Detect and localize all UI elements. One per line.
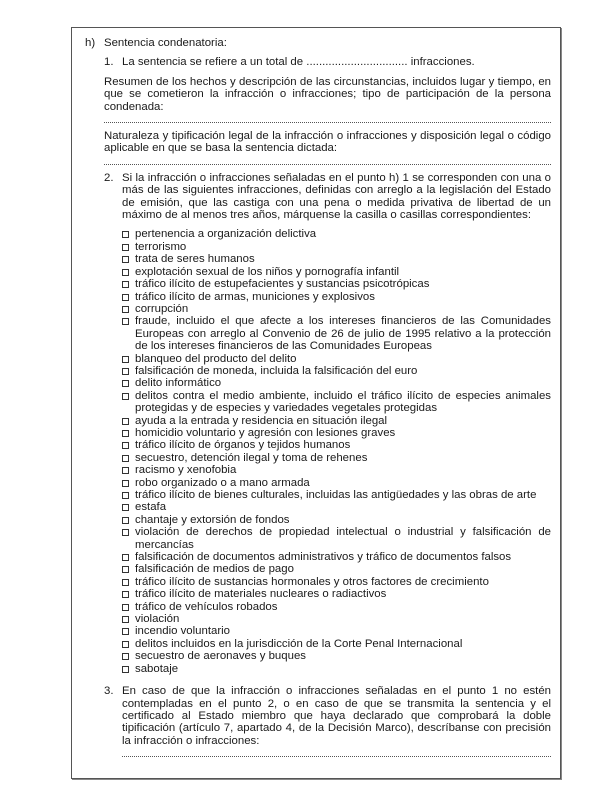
offense-label: racismo y xenofobia xyxy=(135,464,237,477)
offense-label: tráfico ilícito de estupefacientes y sustancias psicotrópicas xyxy=(135,278,430,291)
section-header xyxy=(85,37,551,49)
offense-list-item xyxy=(122,427,551,439)
offense-label: blanqueo del producto del delito xyxy=(135,352,297,365)
offense-checkbox[interactable] xyxy=(122,504,129,511)
offense-checkbox[interactable] xyxy=(122,380,129,387)
offense-list-item xyxy=(122,241,551,253)
offense-checkbox[interactable] xyxy=(122,442,129,449)
point3-number: 3. xyxy=(104,685,114,698)
offense-checkbox[interactable] xyxy=(122,579,129,586)
offense-list-item xyxy=(122,452,551,464)
offense-checkbox[interactable] xyxy=(122,566,129,573)
offense-checkbox[interactable] xyxy=(122,393,129,400)
offense-label: falsificación de documentos administrativos y tráfico de documentos falsos xyxy=(135,551,512,564)
offense-label: ayuda a la entrada y residencia en situación ilegal xyxy=(135,414,388,427)
offense-checkbox[interactable] xyxy=(122,653,129,660)
offense-label: secuestro, detención ilegal y toma de rehenes xyxy=(135,451,368,464)
nature-field[interactable] xyxy=(104,164,551,165)
offense-checkbox[interactable] xyxy=(122,244,129,251)
offense-checkbox[interactable] xyxy=(122,517,129,524)
offense-checklist xyxy=(122,228,551,675)
offense-checkbox[interactable] xyxy=(122,467,129,474)
offense-list-item xyxy=(122,588,551,600)
point1-text-after: infracciones. xyxy=(410,56,475,69)
offense-checkbox[interactable] xyxy=(122,281,129,288)
point2-body xyxy=(122,172,551,675)
offense-list-item xyxy=(122,439,551,451)
offense-checkbox[interactable] xyxy=(122,554,129,561)
offense-checkbox[interactable] xyxy=(122,604,129,611)
section-title: Sentencia condenatoria: xyxy=(104,37,227,49)
offense-list-item xyxy=(122,415,551,427)
offense-label: falsificación de medios de pago xyxy=(135,563,294,576)
point2-text: Si la infracción o infracciones señaladas en el punto h) 1 se corresponden con una o más de las siguientes infracciones, definidas con arreglo a la legislación del Estado de emisión, que las castiga con una pena o medida privativa de libertad de un máximo de al menos tres años, márquense la casilla o casillas correspondientes: xyxy=(122,171,551,222)
offense-list-item xyxy=(122,464,551,476)
offense-list-item xyxy=(122,303,551,315)
offense-list-item xyxy=(122,291,551,303)
offense-checkbox[interactable] xyxy=(122,666,129,673)
offense-list-item xyxy=(122,489,551,501)
offense-checkbox[interactable] xyxy=(122,430,129,437)
offense-list-item xyxy=(122,563,551,575)
offense-list-item xyxy=(122,650,551,662)
offense-checkbox[interactable] xyxy=(122,641,129,648)
offense-checkbox[interactable] xyxy=(122,318,129,325)
offense-checkbox[interactable] xyxy=(122,529,129,536)
offense-list-item xyxy=(122,663,551,675)
offense-list-item xyxy=(122,613,551,625)
offense-label: fraude, incluido el que afecte a los intereses financieros de las Comunidades Europeas con arreglo al Convenio de 26 de julio de 1995 relativo a la protección de los intereses financieros de las Comunidades Europeas xyxy=(135,315,551,353)
offense-list-item xyxy=(122,377,551,389)
point1-text-before: La sentencia se refiere a un total de xyxy=(122,56,304,69)
offense-label: secuestro de aeronaves y buques xyxy=(135,650,306,663)
offense-label: chantaje y extorsión de fondos xyxy=(135,513,290,526)
form-section-frame xyxy=(71,27,561,779)
offense-label: tráfico ilícito de órganos y tejidos humanos xyxy=(135,439,351,452)
offense-checkbox[interactable] xyxy=(122,368,129,375)
offense-checkbox[interactable] xyxy=(122,628,129,635)
point3-body xyxy=(122,685,551,764)
point3-row xyxy=(85,685,551,764)
offense-checkbox[interactable] xyxy=(122,231,129,238)
point1-line xyxy=(104,56,551,68)
offense-label: terrorismo xyxy=(135,240,187,253)
point2-number: 2. xyxy=(104,171,114,184)
offense-label: tráfico de vehículos robados xyxy=(135,600,278,613)
point3-description-field[interactable] xyxy=(122,756,551,757)
offense-label: falsificación de moneda, incluida la falsificación del euro xyxy=(135,364,418,377)
offense-list-item xyxy=(122,551,551,563)
offense-label: violación xyxy=(135,613,180,626)
offense-list-item xyxy=(122,501,551,513)
offense-list-item xyxy=(122,315,551,352)
offense-checkbox[interactable] xyxy=(122,418,129,425)
offense-checkbox[interactable] xyxy=(122,256,129,263)
offense-list-item xyxy=(122,601,551,613)
offense-label: incendio voluntario xyxy=(135,625,230,638)
offense-label: violación de derechos de propiedad intelectual o industrial y falsificación de mercancías xyxy=(135,526,551,551)
offense-label: explotación sexual de los niños y pornografía infantil xyxy=(135,265,400,278)
offense-list-item xyxy=(122,477,551,489)
offense-label: trata de seres humanos xyxy=(135,253,255,266)
offense-checkbox[interactable] xyxy=(122,294,129,301)
offense-label: estafa xyxy=(135,501,167,514)
offense-checkbox[interactable] xyxy=(122,306,129,313)
offense-list-item xyxy=(122,625,551,637)
offense-label: delitos contra el medio ambiente, incluido el tráfico ilícito de especies animales protegidas y de especies y variedades vegetales protegidas xyxy=(135,389,551,415)
section-label: h) xyxy=(85,37,96,49)
offense-label: pertenencia a organización delictiva xyxy=(135,228,317,241)
offense-list-item xyxy=(122,228,551,240)
offense-count-field[interactable]: ................................ xyxy=(306,56,408,69)
offense-list-item xyxy=(122,390,551,415)
offense-list-item xyxy=(122,576,551,588)
offense-label: homicidio voluntario y agresión con lesiones graves xyxy=(135,426,396,439)
point3-text: En caso de que la infracción o infracciones señaladas en el punto 1 no estén contempladas en el punto 2, o en caso de que se transmita la sentencia y el certificado al Estado miembro que haya declarado que comprobará la doble tipificación (artículo 7, apartado 4, de la Decisión Marco), descríbanse con precisión la infracción o infracciones: xyxy=(122,685,551,747)
offense-label: tráfico ilícito de materiales nucleares o radiactivos xyxy=(135,588,387,601)
offense-checkbox[interactable] xyxy=(122,492,129,499)
offense-checkbox[interactable] xyxy=(122,455,129,462)
offense-list-item xyxy=(122,353,551,365)
offense-checkbox[interactable] xyxy=(122,616,129,623)
point1-row xyxy=(85,56,551,171)
point1-number: 1. xyxy=(104,56,114,69)
offense-label: tráfico ilícito de sustancias hormonales y otros factores de crecimiento xyxy=(135,575,489,588)
offense-label: tráfico ilícito de bienes culturales, incluidas las antigüedades y las obras de arte xyxy=(135,489,537,501)
summary-label: Resumen de los hechos y descripción de las circunstancias, incluidos lugar y tiempo, en que se cometieron la infracción o infracciones; tipo de participación de la persona condenada: xyxy=(104,75,551,113)
point2-row xyxy=(85,172,551,675)
nature-label: Naturaleza y tipificación legal de la infracción o infracciones y disposición legal o código aplicable en que se basa la sentencia dictada: xyxy=(104,130,551,155)
offense-label: sabotaje xyxy=(135,662,179,675)
offense-label: delitos incluidos en la jurisdicción de la Corte Penal Internacional xyxy=(135,637,463,650)
offense-list-item xyxy=(122,526,551,551)
summary-field[interactable] xyxy=(104,122,551,123)
offense-list-item xyxy=(122,365,551,377)
offense-label: robo organizado o a mano armada xyxy=(135,476,310,489)
offense-checkbox[interactable] xyxy=(122,480,129,487)
offense-list-item xyxy=(122,266,551,278)
offense-label: tráfico ilícito de armas, municiones y explosivos xyxy=(135,290,375,303)
offense-list-item xyxy=(122,514,551,526)
offense-label: delito informático xyxy=(135,377,222,390)
offense-list-item xyxy=(122,638,551,650)
offense-checkbox[interactable] xyxy=(122,269,129,276)
offense-label: corrupción xyxy=(135,302,189,315)
offense-checkbox[interactable] xyxy=(122,356,129,363)
offense-list-item xyxy=(122,278,551,290)
offense-checkbox[interactable] xyxy=(122,591,129,598)
offense-list-item xyxy=(122,253,551,265)
point1-body xyxy=(104,56,551,171)
